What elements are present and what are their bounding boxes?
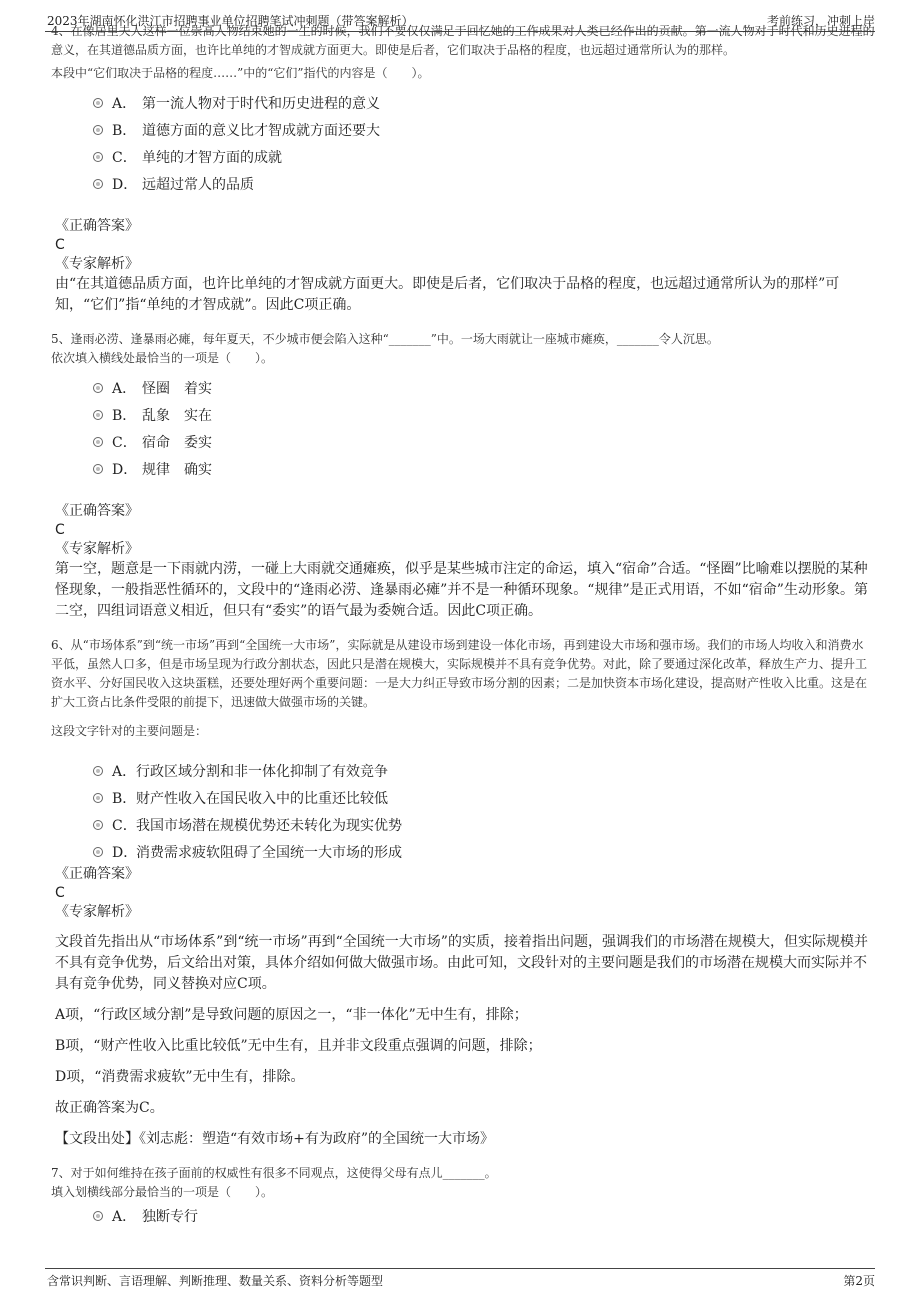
- question-7-stem: 7、对于如何维持在孩子面前的权威性有很多不同观点，这使得父母有点儿_______。: [51, 1166, 497, 1180]
- question-6-analysis-paragraph: B项，“财产性收入比重比较低”无中生有，且并非文段重点强调的问题，排除；: [55, 1038, 542, 1054]
- question-4-analysis: 由“在其道德品质方面，也许比单纯的才智成就方面更大。即使是后者，它们取决于品格的程度，也远超过通常所认为的那样”可知，“它们”指“单纯的才智成就”。因此C项正确。: [55, 276, 840, 313]
- question-4-option-b[interactable]: B． 道德方面的意义比才智成就方面还要大: [93, 116, 875, 143]
- question-6-passage: 6、从“市场体系”到“统一市场”再到“全国统一大市场”，实际就是从建设市场到建设一体化市场，再到建设大市场和强市场。我们的市场人均收入和消费水平低，虽然人口多，但是市场呈现为行政分割状态，因此只是潜在规模大，实际规模并不具有竞争优势。对此，除了要通过深化改革，释放生产力、提升工资水平、分好国民收入这块蛋糕，还要处理好两个重要问题：一是大力纠正导致市场分割的因素；二是加快资本市场化建设，提高财产性收入比重。这是在扩大工资占比条件受限的前提下，迅速做大做强市场的关键。: [51, 638, 868, 709]
- radio-icon[interactable]: [93, 820, 103, 830]
- footer-description: 含常识判断、言语理解、判断推理、数量关系、资料分析等题型: [47, 1274, 384, 1288]
- question-4-option-a[interactable]: A． 第一流人物对于时代和历史进程的意义: [93, 89, 875, 116]
- question-4-option-c[interactable]: C． 单纯的才智方面的成就: [93, 143, 875, 170]
- radio-icon[interactable]: [93, 437, 103, 447]
- question-4-analysis-label: 《专家解析》: [55, 256, 139, 272]
- question-4-passage: 4、在像居里夫人这样一位崇高人物结束她的一生的时候，我们不要仅仅满足于回忆她的工作成果对人类已经作出的贡献。第一流人物对于时代和历史进程的意义，在其道德品质方面，也许比单纯的才智成就方面更大。即使是后者，它们取决于品格的程度，也远超过通常所认为的那样。: [51, 24, 875, 57]
- page-footer: [0, 1262, 920, 1302]
- question-5-option-a[interactable]: A． 怪圈 着实: [93, 374, 875, 401]
- radio-icon[interactable]: [93, 383, 103, 393]
- header-slogan: 考前练习，冲刺上岸: [766, 14, 875, 28]
- question-7-option-a[interactable]: A． 独断专行: [93, 1202, 875, 1229]
- question-5-answer: C: [55, 522, 65, 538]
- radio-icon[interactable]: [93, 766, 103, 776]
- question-4-answer-label: 《正确答案》: [55, 218, 139, 234]
- question-6-source: 【文段出处】《刘志彪：塑造“有效市场+有为政府”的全国统一大市场》: [55, 1131, 495, 1147]
- question-6-answer: C: [55, 885, 65, 901]
- question-4-option-d[interactable]: D． 远超过常人的品质: [93, 170, 875, 197]
- question-6-option-b[interactable]: B． 财产性收入在国民收入中的比重还比较低: [93, 784, 875, 811]
- question-5-instruction: 依次填入横线处最恰当的一项是（ ）。: [51, 351, 274, 365]
- question-5-option-c[interactable]: C． 宿命 委实: [93, 428, 875, 455]
- question-4-stem: 本段中“它们取决于品格的程度……”中的“它们”指代的内容是（ ）。: [51, 66, 430, 80]
- radio-icon[interactable]: [93, 847, 103, 857]
- question-4-options: [93, 89, 875, 197]
- question-5-analysis-label: 《专家解析》: [55, 541, 139, 557]
- radio-icon[interactable]: [93, 125, 103, 135]
- question-5-answer-label: 《正确答案》: [55, 503, 139, 519]
- question-6-answer-label: 《正确答案》: [55, 866, 139, 882]
- question-6-analysis-label: 《专家解析》: [55, 904, 139, 920]
- question-6-option-d[interactable]: D． 消费需求疲软阻碍了全国统一大市场的形成: [93, 838, 875, 865]
- radio-icon[interactable]: [93, 1211, 103, 1221]
- question-7-instruction: 填入划横线部分最恰当的一项是（ ）。: [51, 1185, 274, 1199]
- question-6-analysis-paragraph: 文段首先指出从“市场体系”到“统一市场”再到“全国统一大市场”的实质，接着指出问题，强调我们的市场潜在规模大，但实际规模并不具有竞争优势，后文给出对策，具体介绍如何做大做强市场。由此可知，文段针对的主要问题是我们的市场潜在规模大而实际并不具有竞争优势，同义替换对应C项。: [55, 934, 868, 992]
- question-5-option-d[interactable]: D． 规律 确实: [93, 455, 875, 482]
- radio-icon[interactable]: [93, 152, 103, 162]
- question-6-option-c[interactable]: C． 我国市场潜在规模优势还未转化为现实优势: [93, 811, 875, 838]
- question-5-option-b[interactable]: B． 乱象 实在: [93, 401, 875, 428]
- footer-rule: [45, 1268, 875, 1269]
- question-7-options: [93, 1202, 875, 1229]
- question-5-analysis: 第一空，题意是一下雨就内涝，一碰上大雨就交通瘫痪，似乎是某些城市注定的命运，填入“宿命”合适。“怪圈”比喻难以摆脱的某种怪现象，一般指恶性循环的，文段中的“逢雨必涝、逢暴雨必瘫”并不是一种循环现象。“规律”是正式用语，不如“宿命”生动形象。第二空，四组词语意义相近，但只有“委实”的语气最为委婉合适。因此C项正确。: [55, 561, 868, 619]
- question-6-analysis-paragraph: D项，“消费需求疲软”无中生有，排除。: [55, 1069, 305, 1085]
- page-content: [45, 24, 875, 1229]
- document-title: 2023年湖南怀化洪江市招聘事业单位招聘笔试冲刺题（带答案解析）: [47, 14, 414, 28]
- page-number: 第2页: [843, 1274, 875, 1288]
- radio-icon[interactable]: [93, 793, 103, 803]
- question-5-options: [93, 374, 875, 482]
- radio-icon[interactable]: [93, 98, 103, 108]
- question-6-instruction: 这段文字针对的主要问题是：: [51, 724, 208, 738]
- question-5-stem: 5、逢雨必涝、逢暴雨必瘫，每年夏天，不少城市便会陷入这种“_______”中。一场大雨就让一座城市瘫痪，_______令人沉思。: [51, 332, 719, 346]
- question-4-answer: C: [55, 237, 65, 253]
- question-6-option-a[interactable]: A． 行政区域分割和非一体化抑制了有效竞争: [93, 757, 875, 784]
- question-6-options: [93, 757, 875, 865]
- radio-icon[interactable]: [93, 179, 103, 189]
- question-6-analysis-paragraph: A项，“行政区域分割”是导致问题的原因之一，“非一体化”无中生有，排除；: [55, 1007, 528, 1023]
- radio-icon[interactable]: [93, 464, 103, 474]
- radio-icon[interactable]: [93, 410, 103, 420]
- question-6-analysis-paragraph: 故正确答案为C。: [55, 1100, 164, 1116]
